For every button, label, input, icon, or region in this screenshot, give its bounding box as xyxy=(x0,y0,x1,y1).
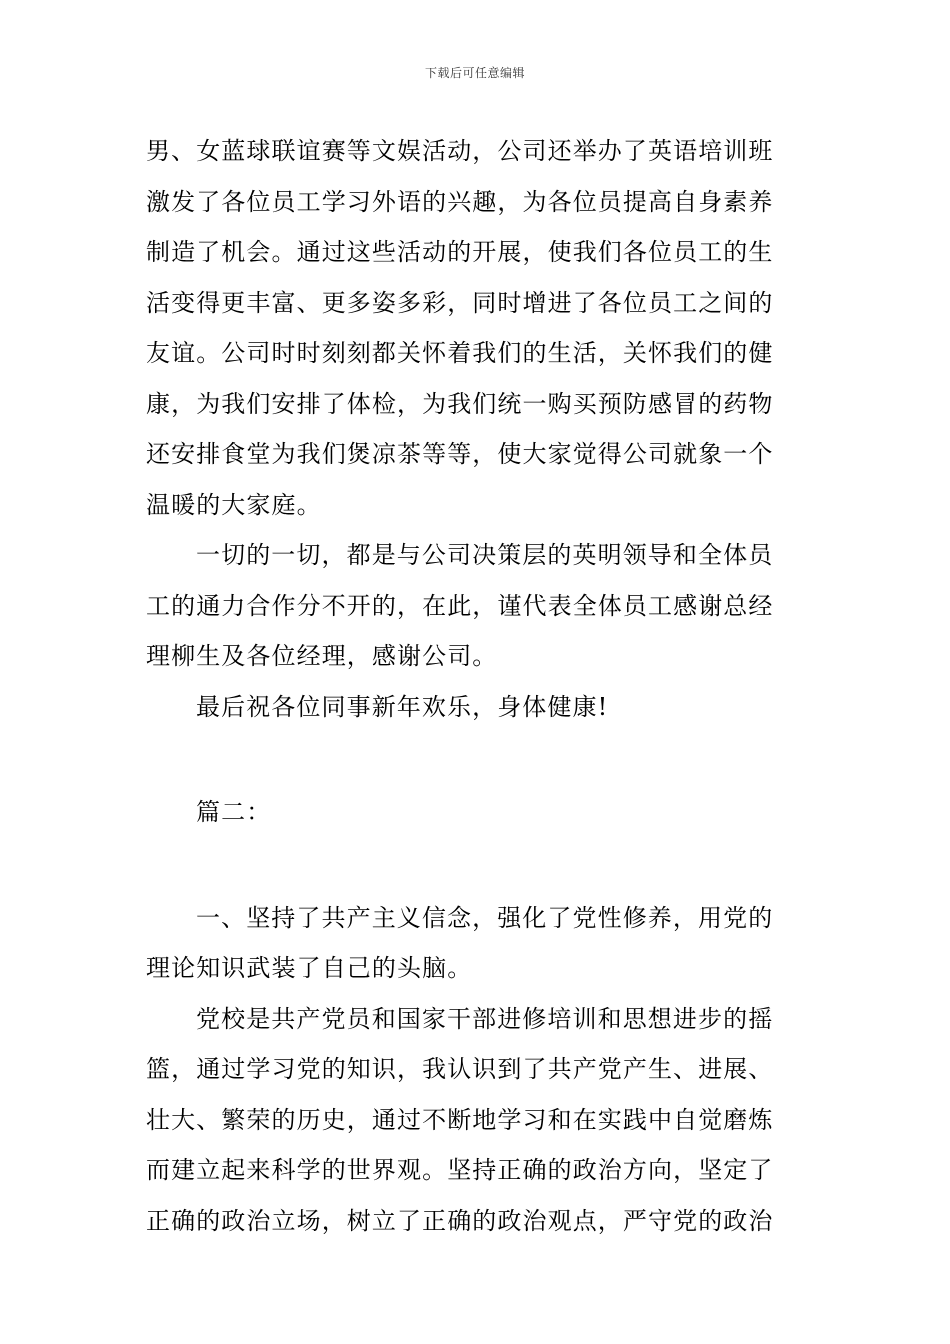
text-line: 壮大、繁荣的历史，通过不断地学习和在实践中自觉磨炼 xyxy=(146,1105,774,1134)
text-line: 制造了机会。通过这些活动的开展，使我们各位员工的生 xyxy=(146,238,774,266)
text-line: 温暖的大家庭。 xyxy=(146,490,322,519)
text-line: 而建立起来科学的世界观。坚持正确的政治方向，坚定了 xyxy=(146,1156,774,1184)
paragraph-2 xyxy=(146,530,808,682)
text-line: 活变得更丰富、更多姿多彩，同时增进了各位员工之间的 xyxy=(146,288,774,317)
text-line: 工的通力合作分不开的，在此，谨代表全体员工感谢总经 xyxy=(146,591,774,620)
section-title-block xyxy=(146,787,808,838)
document-body xyxy=(146,126,808,1246)
page-header-note: 下载后可任意编辑 xyxy=(424,66,525,80)
text-line: 最后祝各位同事新年欢乐，身体健康! xyxy=(196,692,609,721)
paragraph-4 xyxy=(146,893,808,994)
text-line: 篮，通过学习党的知识，我认识到了共产党产生、进展、 xyxy=(146,1055,774,1083)
text-line: 激发了各位员工学习外语的兴趣，为各位员提高自身素养 xyxy=(146,187,774,216)
text-line: 党校是共产党员和国家干部进修培训和思想进步的摇 xyxy=(196,1004,774,1033)
spacer xyxy=(146,838,808,893)
text-line: 男、女蓝球联谊赛等文娱活动，公司还举办了英语培训班 xyxy=(146,137,774,165)
text-line: 理柳生及各位经理，感谢公司。 xyxy=(146,642,498,670)
paragraph-1 xyxy=(146,126,808,530)
text-line: 正确的政治立场，树立了正确的政治观点，严守党的政治 xyxy=(146,1206,774,1235)
paragraph-5 xyxy=(146,994,808,1247)
text-line: 一、坚持了共产主义信念，强化了党性修养，用党的 xyxy=(196,903,774,932)
text-line: 一切的一切，都是与公司决策层的英明领导和全体员 xyxy=(196,541,774,569)
spacer xyxy=(146,732,808,787)
text-line: 还安排食堂为我们煲凉茶等等，使大家觉得公司就象一个 xyxy=(146,440,774,468)
text-line: 康，为我们安排了体检，为我们统一购买预防感冒的药物 xyxy=(146,389,774,418)
text-line: 理论知识武装了自己的头脑。 xyxy=(146,954,473,982)
text-line: 友谊。公司时时刻刻都关怀着我们的生活，关怀我们的健 xyxy=(146,339,774,367)
section-title: 篇二： xyxy=(196,798,272,826)
paragraph-3 xyxy=(146,682,808,733)
